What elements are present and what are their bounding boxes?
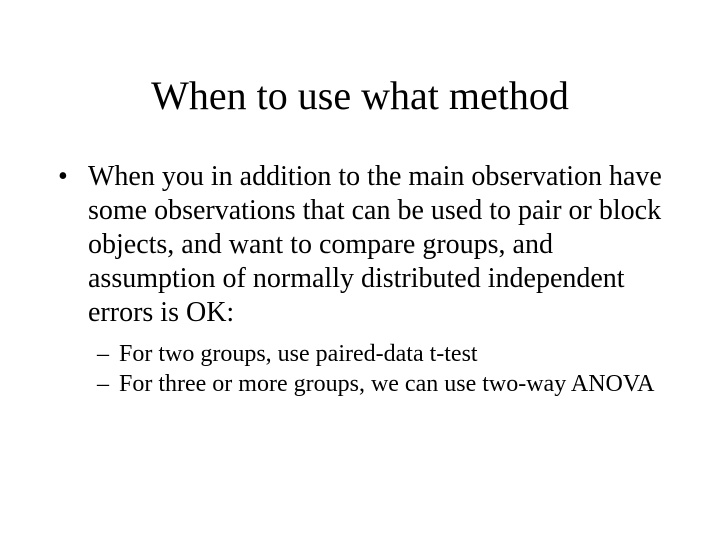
slide-body xyxy=(54,160,666,400)
sub-bullet-list xyxy=(54,340,666,399)
dash-icon: – xyxy=(97,341,109,367)
slide-title: When to use what method xyxy=(151,73,569,118)
main-bullet xyxy=(54,160,666,330)
main-bullet-text: When you in addition to the main observation have some observations that can be used to pair or block objects, and want to compare groups, and assumption of normally distributed independent errors is OK: xyxy=(88,161,662,328)
sub-bullet-text: For two groups, use paired-data t-test xyxy=(119,341,478,367)
sub-bullet xyxy=(54,340,666,369)
dash-icon: – xyxy=(97,371,109,397)
bullet-icon: • xyxy=(58,161,68,192)
sub-bullet-text: For three or more groups, we can use two-way ANOVA xyxy=(119,371,655,397)
sub-bullet xyxy=(54,370,666,399)
